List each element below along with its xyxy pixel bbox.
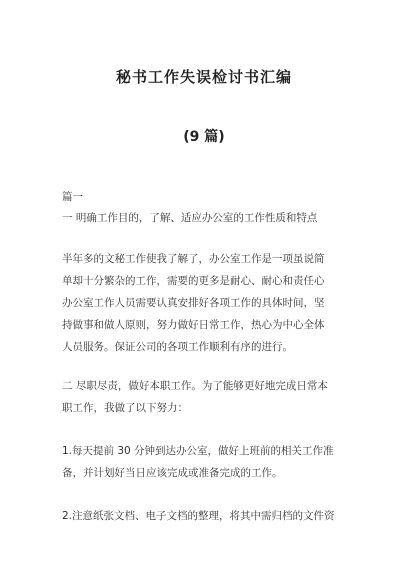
heading-2-line: 职工作，我做了以下努力：	[62, 402, 188, 414]
paragraph-line: 人员服务。保证公司的各项工作顺利有序的进行。	[62, 341, 293, 353]
section-label: 篇一	[62, 191, 83, 203]
document-title: 秘书工作失误检讨书汇编	[115, 68, 292, 86]
list-item-line: 1.每天提前 30 分钟到达办公室，做好上班前的相关工作准	[62, 445, 334, 457]
paragraph-line: 半年多的文秘工作使我了解了，办公室工作是一项虽说简	[62, 253, 325, 265]
paragraph-line: 单却十分繁杂的工作，需要的更多是耐心、耐心和责任心	[62, 275, 325, 287]
heading-2-line: 二 尽职尽责，做好本职工作。为了能够更好地完成日常本	[62, 380, 328, 392]
document-subtitle: (9 篇)	[183, 129, 225, 145]
heading-1: 一 明确工作目的，了解、适应办公室的工作性质和特点	[62, 212, 318, 224]
list-item-line: 2.注意纸张文档、电子文档的整理，将其中需归档的文件资	[62, 510, 335, 522]
paragraph-line: 办公室工作人员需要认真安排好各项工作的具体时间，坚	[62, 297, 325, 309]
paragraph-line: 持做事和做人原则，努力做好日常工作，热心为中心全体	[62, 319, 325, 331]
list-item-line: 备，并计划好当日应该完成或准备完成的工作。	[62, 467, 283, 479]
